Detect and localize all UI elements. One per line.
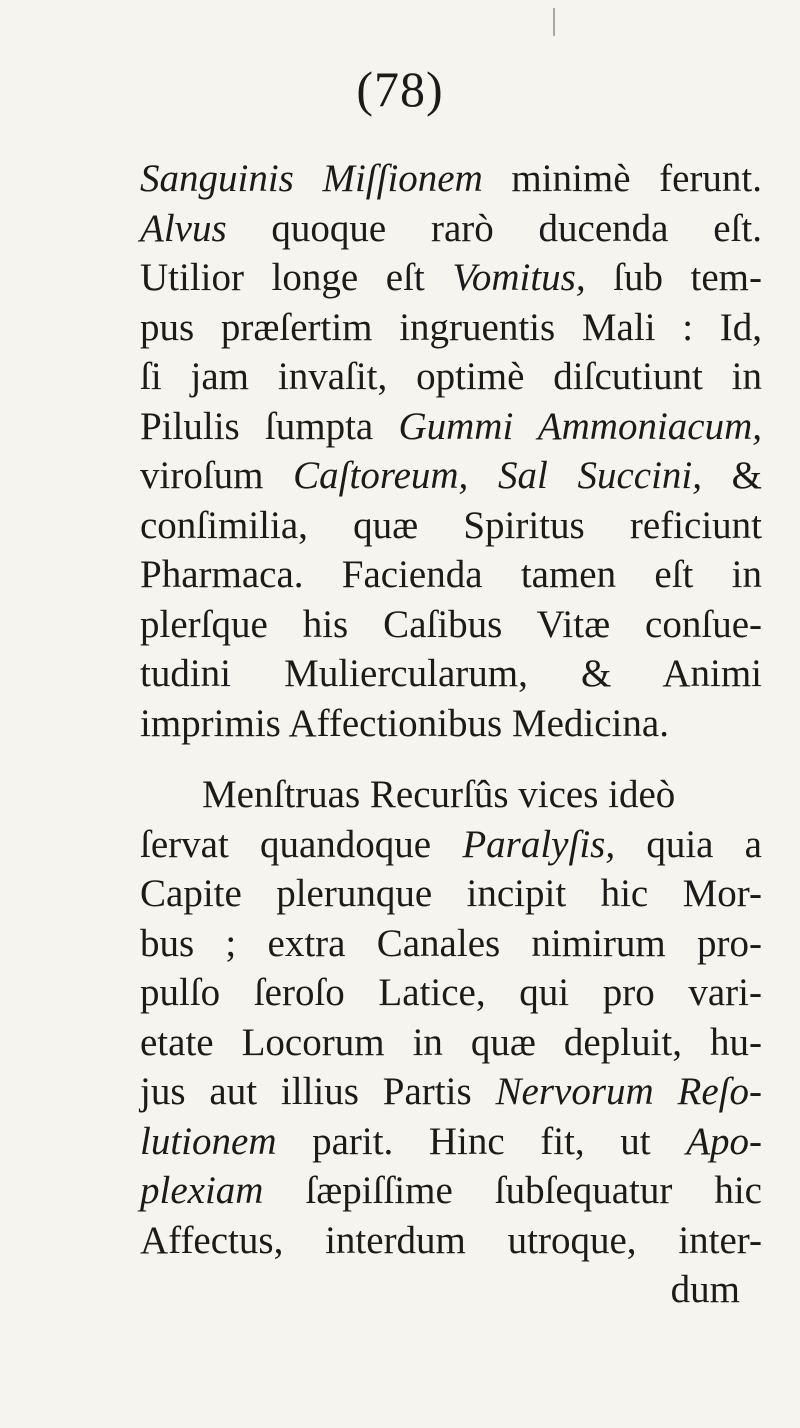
text-line: [140, 699, 762, 749]
text-line: [140, 1117, 762, 1167]
text-run: ſi jam invaſit, optimè diſcutiunt in: [140, 355, 762, 398]
text-line: [140, 550, 762, 600]
text-run: ſervat quandoque: [140, 822, 463, 866]
text-run: pulſo ſeroſo Latice, qui pro vari-: [140, 971, 762, 1014]
text-run: [468, 454, 498, 497]
italic-text: Miſſionem: [322, 157, 483, 200]
text-run: Affectus, interdum utroque, inter-: [140, 1218, 762, 1262]
page-number: (78): [356, 61, 444, 117]
text-run: ſæpiſſime ſubſequatur hic: [263, 1169, 762, 1212]
text-run: Utilior longe eſt: [140, 256, 453, 299]
text-line: [140, 154, 762, 204]
text-line: [140, 1216, 762, 1266]
text-line: [140, 501, 762, 551]
text-run: conſimilia, quæ Spiritus reficiunt: [140, 503, 762, 547]
text-line: [140, 204, 762, 254]
text-run: minimè ferunt.: [482, 157, 763, 200]
italic-text: Paralyſis,: [462, 822, 616, 866]
text-line: [140, 1067, 762, 1117]
text-run: parit. Hinc fit, ut: [276, 1119, 687, 1163]
text-line: [140, 451, 762, 501]
text-run: ſub tem-: [585, 256, 763, 299]
text-run: Pharmaca. Facienda tamen eſt in: [140, 553, 762, 596]
text-line: [140, 253, 762, 303]
text-run: [294, 157, 323, 200]
text-line: [140, 919, 762, 969]
text-line: [140, 1265, 762, 1315]
italic-text: Alvus: [140, 206, 227, 250]
italic-text: Gummi Ammoniacum,: [398, 404, 762, 448]
paragraph-1: [140, 154, 762, 748]
text-run: Pilulis ſumpta: [140, 404, 399, 448]
text-run: bus ; extra Canales nimirum pro-: [140, 921, 762, 965]
text-run: quia a: [615, 822, 762, 866]
italic-text: Sal Succini,: [497, 454, 702, 497]
italic-text: Apo-: [686, 1119, 762, 1163]
italic-text: Caſtoreum,: [293, 454, 469, 497]
text-run: quoque rarò ducenda eſt.: [226, 206, 762, 250]
italic-text: lutionem: [140, 1119, 277, 1163]
italic-text: Vomitus,: [452, 256, 586, 299]
text-run: &: [702, 454, 762, 497]
text-run: Menſtruas Recurſûs vices ideò: [202, 773, 676, 816]
text-line: [140, 352, 762, 402]
text-line: [140, 649, 762, 699]
text-line: [140, 968, 762, 1018]
text-run: plerſque his Caſibus Vitæ conſue-: [140, 602, 762, 646]
text-run: etate Locorum in quæ depluit, hu-: [140, 1020, 762, 1064]
text-line: [140, 820, 762, 870]
text-run: dum: [670, 1268, 740, 1311]
text-line: [140, 869, 762, 919]
paragraph-2: [140, 770, 762, 1315]
text-line: [140, 402, 762, 452]
italic-text: Sanguinis: [140, 157, 294, 200]
italic-text: plexiam: [140, 1169, 264, 1212]
text-line: [140, 1018, 762, 1068]
italic-text: Nervorum Reſo-: [495, 1070, 762, 1113]
text-run: pus præſertim ingruentis Mali : Id,: [140, 305, 762, 349]
text-run: imprimis Affectionibus Medicina.: [140, 701, 669, 745]
text-line: [140, 1166, 762, 1216]
text-line: [140, 600, 762, 650]
text-run: viroſum: [140, 454, 294, 497]
text-line: [140, 770, 762, 820]
text-run: tudini Muliercularum, & Animi: [140, 652, 762, 695]
text-line: [140, 303, 762, 353]
text-run: Capite plerunque incipit hic Mor-: [140, 872, 762, 915]
text-run: jus aut illius Partis: [140, 1070, 496, 1113]
scan-mark: [553, 8, 555, 36]
